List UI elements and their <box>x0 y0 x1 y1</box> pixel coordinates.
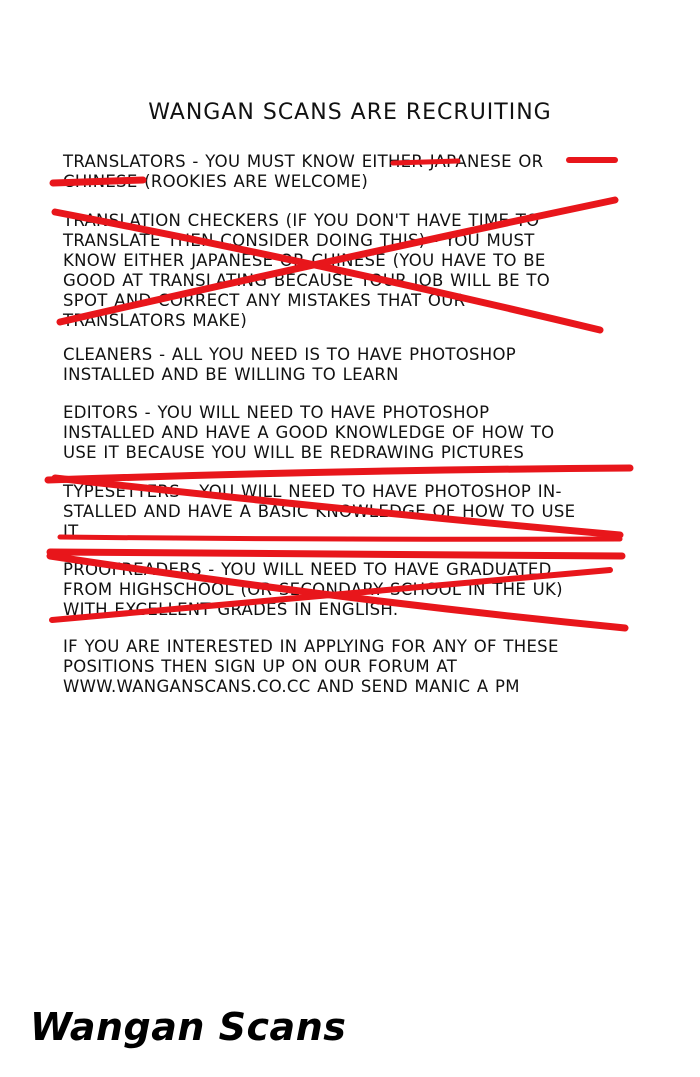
position-translation-checkers <box>63 211 633 331</box>
position-editors <box>63 403 633 463</box>
strike-typesetters-a <box>48 468 630 480</box>
closing-paragraph: IF YOU ARE INTERESTED IN APPLYING FOR ANY OF THESE POSITIONS THEN SIGN UP ON OUR FORUM AT WWW.WANGANSCANS.CO.CC AND SEND MANIC A PM <box>63 637 559 696</box>
position-translators <box>63 152 633 192</box>
position-text: TRANSLATORS - YOU MUST KNOW EITHER JAPANESE OR CHINESE (ROOKIES ARE WELCOME) <box>63 152 544 191</box>
position-text: TYPESETTERS - YOU WILL NEED TO HAVE PHOTOSHOP IN- STALLED AND HAVE A BASIC KNOWLEDGE OF HOW TO USE IT <box>63 482 576 541</box>
position-typesetters <box>63 482 633 542</box>
position-text: TRANSLATION CHECKERS (IF YOU DON'T HAVE TIME TO TRANSLATE THEN CONSIDER DOING THIS) - YOU MUST KNOW EITHER JAPANESE OR CHINESE (YOU HAVE TO BE GOOD AT TRANSLATING BECAUSE YOUR JOB WILL BE TO SPOT AND CORRECT ANY MISTAKES THAT OUR TRANSLATORS MAKE) <box>63 211 551 330</box>
closing-text <box>63 637 633 697</box>
position-proofreaders <box>63 560 633 620</box>
watermark-logo: Wangan Scans <box>30 1005 347 1049</box>
position-cleaners <box>63 345 633 385</box>
position-text: CLEANERS - ALL YOU NEED IS TO HAVE PHOTOSHOP INSTALLED AND BE WILLING TO LEARN <box>63 345 517 384</box>
position-text: EDITORS - YOU WILL NEED TO HAVE PHOTOSHOP INSTALLED AND HAVE A GOOD KNOWLEDGE OF HOW TO USE IT BECAUSE YOU WILL BE REDRAWING PICTURES <box>63 403 555 462</box>
strike-proof-a <box>50 552 622 556</box>
position-text: PROOFREADERS - YOU WILL NEED TO HAVE GRADUATED FROM HIGHSCHOOL (OR SECONDARY SCHOOL IN THE UK) WITH EXCELLENT GRADES IN ENGLISH. <box>63 560 563 619</box>
page-title: WANGAN SCANS ARE RECRUITING <box>148 100 552 125</box>
